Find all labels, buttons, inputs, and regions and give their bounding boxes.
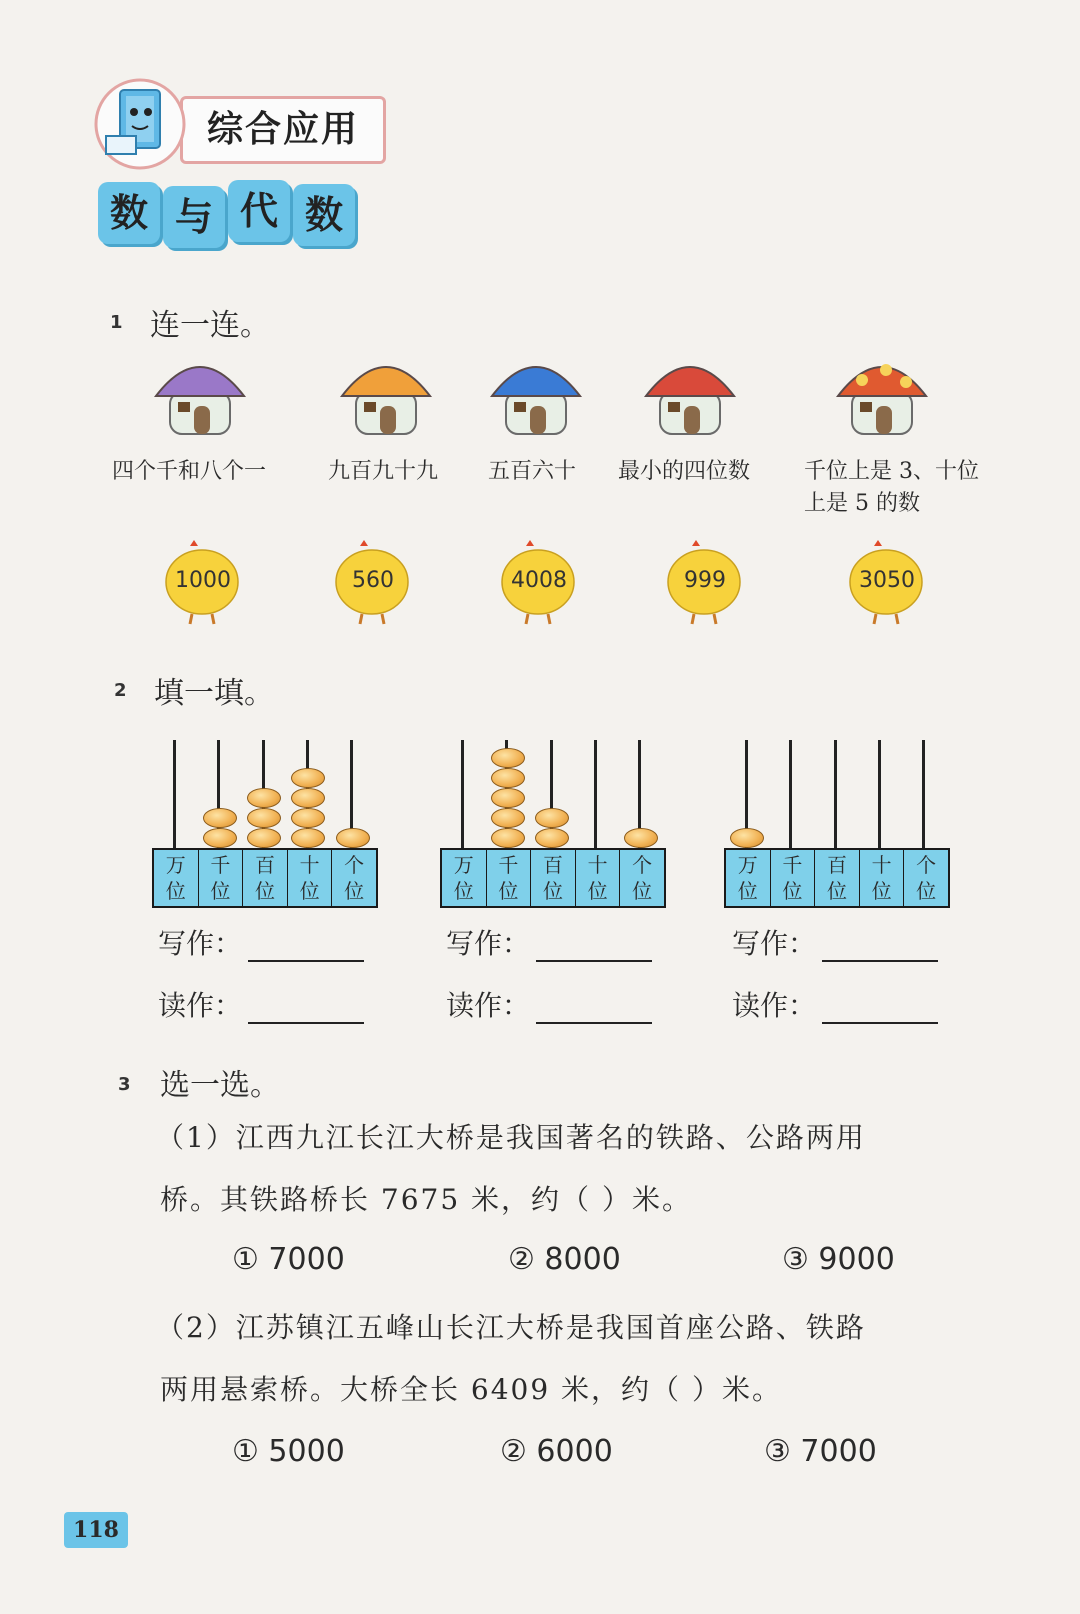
q3-sub2-option-1[interactable]: ① 5000	[232, 1434, 345, 1469]
house-label-3: 五百六十	[488, 459, 577, 484]
place-value-cell: 千 位	[771, 850, 816, 906]
house-label-2: 九百九十九	[328, 459, 439, 484]
write-blank[interactable]	[248, 932, 364, 962]
section-label: 综合应用	[180, 96, 386, 164]
chick-number: 1000	[175, 568, 231, 593]
place-value-cell: 十 位	[288, 850, 333, 906]
abacus-bead	[291, 808, 325, 828]
chick-number: 560	[352, 568, 394, 593]
place-value-cell: 个 位	[632, 853, 653, 903]
place-value-cell: 百 位	[243, 850, 288, 906]
abacus-bead	[336, 828, 370, 848]
write-line-2	[446, 922, 652, 962]
q3-sub2-line2: 两用悬索桥。大桥全长 6409 米，约（ ）米。	[160, 1373, 782, 1406]
mushroom-house-icon[interactable]	[486, 344, 586, 448]
abacus-bead	[291, 788, 325, 808]
read-line-1	[158, 984, 364, 1024]
place-value-cell: 百 位	[815, 850, 860, 906]
abacus-bead	[730, 828, 764, 848]
abacus-bead	[247, 788, 281, 808]
abacus-rod	[878, 740, 881, 850]
topic-char-3: 代	[228, 180, 290, 242]
abacus-rod	[789, 740, 792, 850]
abacus	[152, 740, 382, 920]
q3-title: 选一选。	[160, 1068, 280, 1103]
write-blank[interactable]	[536, 932, 652, 962]
read-blank[interactable]	[248, 994, 364, 1024]
place-value-cell: 万 位	[726, 850, 771, 906]
place-value-cell: 百 位	[531, 850, 576, 906]
abacus-bead	[491, 768, 525, 788]
read-line-3	[732, 984, 938, 1024]
chick-number: 999	[684, 568, 726, 593]
write-blank[interactable]	[822, 932, 938, 962]
place-value-table	[152, 848, 378, 908]
abacus-bead	[203, 808, 237, 828]
read-label: 读作：	[446, 989, 531, 1022]
topic-char-4: 数	[293, 184, 355, 246]
abacus-rod	[173, 740, 176, 850]
place-value-cell: 个 位	[344, 853, 365, 903]
abacus-bead	[624, 828, 658, 848]
write-line-3	[732, 922, 938, 962]
q3-sub2-line1: （2）江苏镇江五峰山长江大桥是我国首座公路、铁路	[156, 1311, 866, 1344]
q2-title: 填一填。	[154, 676, 274, 711]
abacus	[724, 740, 954, 920]
abacus-rod	[461, 740, 464, 850]
q2-number: 2	[114, 680, 127, 701]
q3-sub2-option-2[interactable]: ② 6000	[500, 1434, 613, 1469]
q3-sub2-option-3[interactable]: ③ 7000	[764, 1434, 877, 1469]
mushroom-house-icon[interactable]	[832, 344, 932, 448]
q3-sub1-option-2[interactable]: ② 8000	[508, 1242, 621, 1277]
house-label-4: 最小的四位数	[618, 459, 751, 484]
place-value-cell: 千 位	[487, 850, 532, 906]
chick-number: 4008	[511, 568, 567, 593]
abacus-rod	[922, 740, 925, 850]
place-value-cell: 十 位	[860, 850, 905, 906]
write-label: 写作：	[732, 927, 817, 960]
write-label: 写作：	[446, 927, 531, 960]
mushroom-house-icon[interactable]	[336, 344, 436, 448]
book-mascot-icon	[92, 72, 192, 172]
q1-number: 1	[110, 312, 123, 333]
write-line-1	[158, 922, 364, 962]
topic-char-1: 数	[98, 182, 160, 244]
chick-number: 3050	[859, 568, 915, 593]
read-blank[interactable]	[822, 994, 938, 1024]
abacus-bead	[491, 748, 525, 768]
q1-title: 连一连。	[150, 308, 270, 343]
abacus-bead	[247, 808, 281, 828]
abacus-bead	[535, 828, 569, 848]
read-line-2	[446, 984, 652, 1024]
abacus-bead	[291, 828, 325, 848]
place-value-table	[440, 848, 666, 908]
abacus-rod	[594, 740, 597, 850]
page-number: 118	[64, 1512, 128, 1548]
abacus-bead	[247, 828, 281, 848]
house-label-1: 四个千和八个一	[112, 459, 267, 484]
abacus	[440, 740, 670, 920]
abacus-bead	[535, 808, 569, 828]
write-label: 写作：	[158, 927, 243, 960]
house-label-5: 千位上是 3、十位 上是 5 的数	[804, 459, 979, 516]
place-value-cell: 万 位	[442, 850, 487, 906]
place-value-table	[724, 848, 950, 908]
read-label: 读作：	[158, 989, 243, 1022]
q3-sub1-option-3[interactable]: ③ 9000	[782, 1242, 895, 1277]
place-value-cell: 个 位	[916, 853, 937, 903]
mushroom-house-icon[interactable]	[150, 344, 250, 448]
topic-char-2: 与	[163, 186, 225, 248]
place-value-cell: 千 位	[199, 850, 244, 906]
abacus-bead	[291, 768, 325, 788]
abacus-bead	[491, 808, 525, 828]
abacus-bead	[491, 788, 525, 808]
mushroom-house-icon[interactable]	[640, 344, 740, 448]
q3-sub1-option-1[interactable]: ① 7000	[232, 1242, 345, 1277]
read-blank[interactable]	[536, 994, 652, 1024]
place-value-cell: 十 位	[576, 850, 621, 906]
q3-sub1-line2: 桥。其铁路桥长 7675 米，约（ ）米。	[160, 1183, 692, 1216]
read-label: 读作：	[732, 989, 817, 1022]
place-value-cell: 万 位	[154, 850, 199, 906]
abacus-rod	[834, 740, 837, 850]
abacus-bead	[203, 828, 237, 848]
q3-sub1-line1: （1）江西九江长江大桥是我国著名的铁路、公路两用	[156, 1121, 866, 1154]
q3-number: 3	[118, 1074, 131, 1095]
abacus-bead	[491, 828, 525, 848]
